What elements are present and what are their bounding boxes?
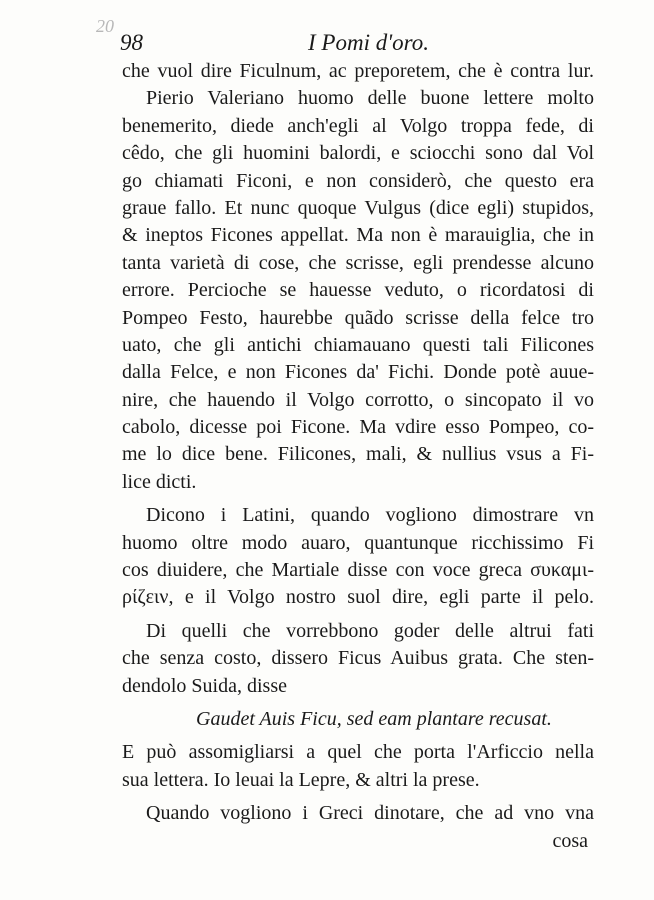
text-line: benemerito, diede anch'egli al Volgo troppa fede, di (122, 114, 594, 137)
text-line: cabolo, dicesse poi Ficone. Ma vdire esso Pompeo, co- (122, 416, 594, 439)
text-line: lice dicti. (122, 470, 197, 493)
text-line: Di quelli che vorrebbono goder delle altrui fati (146, 619, 594, 642)
text-line: & ineptos Ficones appellat. Ma non è marauiglia, che in (122, 224, 594, 247)
running-title: I Pomi d'oro. (308, 30, 429, 55)
page-number: 98 (120, 30, 143, 55)
text-line: go chiamati Ficoni, e non considerò, che questo era (122, 169, 594, 192)
text-line: che senza costo, dissero Ficus Auibus grata. Che sten- (122, 647, 594, 670)
catchword: cosa (552, 829, 588, 852)
text-line: errore. Percioche se hauesse veduto, o ricordatosi di (122, 279, 594, 302)
text-line: che vuol dire Ficulnum, ac preporetem, che è contra lur. (122, 60, 594, 82)
text-line: Dicono i Latini, quando vogliono dimostrare vn (146, 504, 594, 527)
text-line: ρίζειν, e il Volgo nostro suol dire, egli parte il pelo. (122, 586, 594, 609)
text-line: Quando vogliono i Greci dinotare, che ad vno vna (146, 802, 594, 825)
body-text (122, 58, 594, 855)
corner-mark: 20 (96, 16, 114, 36)
text-line: graue fallo. Et nunc quoque Vulgus (dice egli) stupidos, (122, 196, 594, 219)
text-line: cêdo, che gli huomini balordi, e sciocchi sono dal Vol (122, 142, 594, 165)
text-line: E può assomigliarsi a quel che porta l'Arficcio nella (122, 741, 594, 764)
text-line: me lo dice bene. Filicones, mali, & nullius vsus a Fi- (122, 443, 594, 466)
text-line: Gaudet Auis Ficu, sed eam plantare recusat. (196, 707, 552, 730)
text-line: dalla Felce, e non Ficones da' Fichi. Donde potè auue- (122, 361, 594, 384)
page-header (120, 30, 590, 60)
text-line: Pompeo Festo, haurebbe quãdo scrisse della felce tro (122, 306, 594, 329)
text-line: sua lettera. Io leuai la Lepre, & altri la prese. (122, 768, 480, 791)
text-line: huomo oltre modo auaro, quantunque ricchissimo Fi (122, 531, 594, 554)
text-line: nire, che hauendo il Volgo corrotto, o sincopato il vo (122, 388, 594, 411)
text-line: uato, che gli antichi chiamauano questi tali Filicones (122, 333, 594, 356)
text-line: cos diuidere, che Martiale disse con voce greca συκαμι- (122, 559, 594, 582)
text-line: Pierio Valeriano huomo delle buone lettere molto (146, 87, 594, 110)
text-line: tanta varietà di cose, che scrisse, egli prendesse alcuno (122, 251, 594, 274)
text-line: dendolo Suida, disse (122, 674, 287, 697)
